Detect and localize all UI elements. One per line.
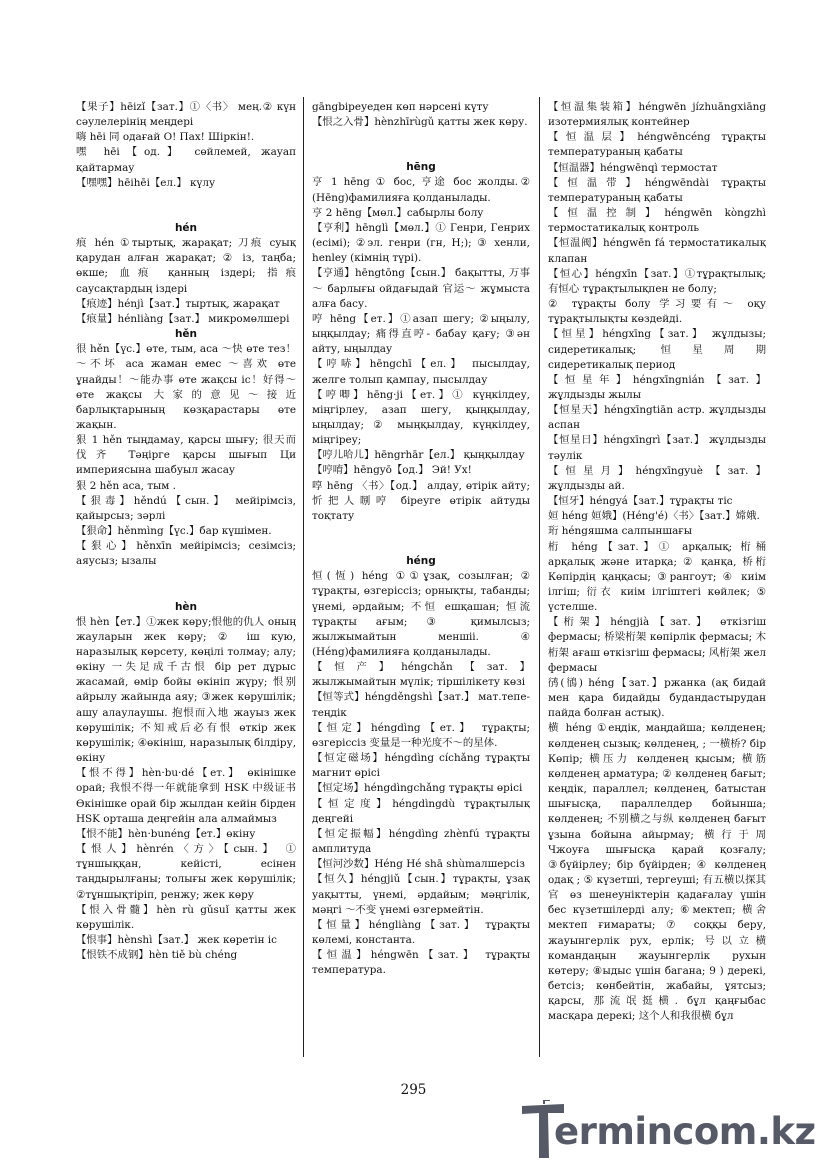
- dictionary-entry: 【桁架】héngjià【зат.】 өткізгіш фермасы; 桥梁桁架 көпірлік фермасы; 木桁架 ағаш өткізгіш фермасы; 风桁架 жел фермасы: [548, 616, 766, 674]
- dictionary-entry: 嘿 hēi【од.】 сөйлемей, жауап қайтармау: [76, 146, 296, 174]
- dictionary-entry: 姮 héng 姮娥】(Héng'é)〈书〉【зат.】嫦娥.: [548, 510, 760, 523]
- dictionary-entry: 恒(恆) héng ①①ұзақ, созылған; ② тұрақты, өзгеріссіз; орнықты, табанды; үнемі, әрдайым; 不恒 ешқашан; 恒流 тұрақты ағым; ③ қимылсыз; жылжымайтын меншіі. ④ (Héng)фамилияға қолданылады.: [312, 570, 530, 658]
- section-heading: hēng: [406, 161, 436, 174]
- dictionary-entry: 【果子】hēizǐ【зат.】①〈书〉 мең.② күн сәулелерінің меңдері: [76, 101, 296, 129]
- dictionary-entry: 【哼唧】hēng·ji【ет.】① күңкілдеу, міңгірлеу, азап шегу, қыңқылдау, ыңылдау; ② мыңқылдау, күңкілдеу, міңгіреу;: [312, 388, 530, 447]
- dictionary-entry: 【恒温控制】héngwēn kòngzhì термостатикалық контроль: [548, 207, 766, 235]
- logo-text: ermincom.kz: [554, 1110, 816, 1153]
- dictionary-entry: gāngbiреуеден көп нәрсені күту: [312, 101, 489, 113]
- dictionary-entry: 横 héng ①еңдік, маңдайша; көлденең; көлденең сызық; көлденең, ; 一横桥? бір Көпір; 横压力 көлденең қысым; 横筋 көлденең арматура; ② көлденең бағыт; кеңдік, параллел; көлденең, батыстан шығысқа, параллелдер бойынша; көлденең; 不别横之与纵 көлденең бағыт ұзына бойына айырмау; 横行于周 Чжоуға шығысқа қарай қозғалу; ③бүйірлеу; бір бүйірден; ④ көлденең одақ ; ⑤ күзетші, тергеуші; 有五横以探其官 өз шенеуніктерін қадағалау үшін бес күзетшілерді алу; ⑥мектеп; 横舍 мектеп ғимараты; ⑦ соққы беру, жауынгерлік рух, ерлік; 号以立横 командаңын жауынгерлік рухын көтеру; ⑧ыдыс үшін багана; 9 ) дерекі, бетсіз; көнбейтін, жабайы, ұятсыз; қарсы, 那流氓挺横. бұл қаңғыбас масқара дерекі; 这个人和我很横 бұл: [548, 722, 766, 1023]
- dictionary-entry: 【痕迹】hénjì【зат.】тыртық, жарақат: [76, 297, 280, 310]
- dictionary-entry: 【恒久】héngjiǔ【сын.】тұрақты, ұзақ уақытты, үнемі, әрдайым; мәңгілік, мәңгі ～不变 үнемі өзгермейтін.: [312, 873, 530, 916]
- dictionary-entry: 【哼唷】hēngyō【од.】 Эй! Ух!: [312, 464, 472, 477]
- dictionary-entry: ② тұрақты болу 学习要有～ оқу тұрақтылықты көздейді.: [548, 298, 766, 326]
- dictionary-entry: 【恒星】héngxīng【зат.】 жұлдызы; сидеретикалық; 恒星周期 сидеретикалық период: [548, 328, 766, 371]
- dictionary-entry: 【哼哧】hēngchī【ел.】 пысылдау, желге толып қампау, пысылдау: [312, 358, 530, 386]
- section-heading: hén: [174, 221, 198, 234]
- dictionary-entry: 桁 héng【зат.】① арқалық; 桁桶 арқалық және итарқа; ② қанқа, 桥桁 Көпірдің қаңқасы; ③рангоут; ④ киім ілгіш; 衍衣 киім ілгіштегі көйлек; ⑤ үстелше.: [548, 540, 766, 614]
- column-left: [76, 100, 296, 1060]
- section-spacer: [76, 191, 296, 221]
- dictionary-entry: 【恨事】hènshì【зат.】 жек көретін іс: [76, 933, 277, 946]
- dictionary-entry: 鸻(鴴) héng【зат.】ржанка (ақ бидай мен қара бидайды будандастырудан пайда болған астық).: [548, 676, 766, 720]
- dictionary-entry: 【恒温层】héngwēncéng тұрақты температураның қабаты: [548, 131, 766, 159]
- dictionary-entry: 【狠毒】hěndú【сын.】 мейірімсіз, қайырсыз; зәрлі: [76, 494, 296, 522]
- dictionary-entry: 嗨 hēi 同 одағай О! Пах! Шіркін!.: [76, 131, 255, 144]
- dictionary-entry: 亨 1 hēng ① бос, 亨途 бос жолды.② (Hēng)фамилияға қолданылады.: [312, 176, 530, 204]
- dictionary-entry: 【恒温集装箱】héngwēn jízhuāngxiāng изотермиялық контейнер: [548, 101, 766, 129]
- section-spacer: [312, 130, 530, 160]
- dictionary-entry: 【恨铁不成钢】hèn tiě bù chéng: [76, 949, 238, 962]
- dictionary-entry: 【狠心】hěnxīn мейірімсіз; сезімсіз; аяусыз; ызалы: [76, 540, 296, 568]
- section-heading: hěn: [174, 328, 198, 341]
- dictionary-entry: 【恨人】hènrén〈方〉【сын.】 ① тұншыққан, кейісті, есінен таңдырылғаны; толығы жек көрушілік; ②тұншықтіріп, ренжу; жек көру: [76, 843, 296, 901]
- dictionary-entry: 【恒定振幅】héngdìng zhènfú тұрақты амплитуда: [312, 827, 530, 856]
- dictionary-entry: 【恒河沙数】Héng Hé shā shùmалшерсіз: [312, 858, 525, 871]
- dictionary-entry: 【恒星日】héngxīngrì【зат.】 жұлдызды тәулік: [548, 434, 766, 462]
- dictionary-entry: 亨 2 hēng【мөл.】сабырлы болу: [312, 206, 484, 219]
- section-spacer: [76, 570, 296, 600]
- dictionary-entry: 【恒定度】héngdìngdù тұрақтылық деңгейі: [312, 797, 530, 825]
- dictionary-entry: 【恒温】héngwēn【зат.】 тұрақты температура.: [312, 949, 530, 977]
- dictionary-entry: 【恒温带】héngwēndài тұрақты температураның қабаты: [548, 176, 766, 204]
- column-divider: [539, 97, 540, 1057]
- dictionary-entry: 【恨不能】hèn·bunéng【ет.】өкіну: [76, 827, 256, 840]
- dictionary-entry: 很 hěn【үс.】өте, тым, аса ～快 өте тез！～不坏 аса жаман емес ～喜欢 өте ұнайды！～能办事 өте жақсы іс！好得～ өте жақсы 大家的意见～接近 барлықтарының көзқарастары өте жақын.: [76, 343, 296, 431]
- dictionary-entry: 狠 2 hěn аса, тым .: [76, 479, 176, 492]
- column-right: [548, 100, 766, 1060]
- dictionary-entry: 啍 hēng 〈书〉【од.】 алдау, өтірік айту; 忻把人哵哼 біреуге өтірік айтуды тоқтату: [312, 479, 530, 522]
- dictionary-entry: 【恒定磁场】héngdìng cíchǎng тұрақты магнит өрісі: [312, 752, 530, 780]
- dictionary-entry: 【恒星天】héngxīngtiān астр. жұлдызды аспан: [548, 404, 766, 432]
- dictionary-entry: 【恨之入骨】hènzhīrùgǔ қатты жек көру.: [312, 116, 528, 129]
- dictionary-entry: 狠 1 hěn тыңдамау, қарсы шығу; 很天而伐齐 Тәңірге қарсы шығып Ци империясына шабуыл жасау: [76, 434, 296, 477]
- dictionary-entry: 【亨通】hēngtōng【сын.】 бақытты, 万事～ барлығы ойдағыдай 官运～ жұмыста алға басу.: [312, 267, 530, 310]
- column-divider: [303, 97, 304, 1057]
- dictionary-entry: 【恒星年】héngxīngnián【зат.】 жұлдызды жылы: [548, 373, 766, 401]
- dictionary-entry: 【狠命】hěnmìng【үс.】бар күшімен.: [76, 525, 272, 538]
- dictionary-entry: 【恒牙】héngyá【зат.】тұрақты тіс: [548, 495, 733, 508]
- dictionary-entry: 【恨不得】hèn·bu·dé【ет.】 өкінішке орай; 我恨不得一年就能拿到 HSK 中级证书 Өкінішке орай бір жылдан кейін бірден HSK орташа деңгейін ала алмаймыз: [76, 767, 296, 825]
- column-middle: [312, 100, 530, 1060]
- dictionary-entry: 【恒心】héngxīn【зат.】①тұрақтылық; 有恒心 тұрақтылықпен не болу;: [548, 267, 766, 295]
- dictionary-entry: 【恨入骨髓】hèn rù gǔsuǐ қатты жек көрушілік.: [76, 903, 296, 931]
- dictionary-entry: 【恒定场】héngdìngchǎng тұрақты өрісі: [312, 782, 523, 795]
- dictionary-entry: 【恒产】héngchǎn【зат.】 жылжымайтын мүлік; тіршілікету көзі: [312, 661, 530, 689]
- dictionary-entry: 【亨利】hēnglì【мөл.】① Генри, Генрих (есімі); ②эл. генри (гн, H;); ③ хенли, henley (кімнің түрі).: [312, 221, 530, 265]
- section-heading: héng: [406, 555, 436, 568]
- dictionary-entry: 珩 héngяшма салпыншағы: [548, 525, 692, 538]
- section-heading: hèn: [174, 600, 198, 613]
- dictionary-entry: 【恒等式】héngděngshì【зат.】 мат.тепе-теңдік: [312, 691, 530, 719]
- site-logo[interactable]: [520, 1098, 820, 1164]
- dictionary-entry: 【恒定】héngdìng【ет.】 тұрақты; өзгеріссіз 变量是一种光度不～的星体.: [312, 721, 530, 749]
- dictionary-entry: 【恒星月】héngxīngyuè【зат.】 жұлдызды ай.: [548, 464, 766, 492]
- section-spacer: [312, 524, 530, 554]
- dictionary-entry: 恨 hèn【ет.】①жек көру;恨他的仇人 оның жауларын жек көру; ② іш кую, наразылық көрсету, көңілі толмау; алу; өкіну 一失足成千古恨 бір рет дұрыс жасамай, өмір бойы өкініп жүру; 恨别 айрылу жайында аяу; ③жек көрушілік; ашу алаулаушы. 抱恨而入地 жауыз жек көрушілік; 不知戒后必有恨 өткір жек көрушілік; ④өкініш, наразылық білдіру, өкіну: [76, 615, 296, 765]
- dictionary-entry: 哼 hēng【ет.】①азап шегу; ②ыңылу, ыңқылдау; 痛得直哼- бабау қағу; ③ән айту, ыңылдау: [312, 312, 530, 356]
- dictionary-entry: 【恒量】héngliàng【зат.】 тұрақты көлемі, константа.: [312, 918, 530, 946]
- page-number: 295: [400, 1082, 427, 1098]
- dictionary-entry: 【哼儿哈儿】hēngrhār【ел.】 қыңқылдау: [312, 449, 525, 462]
- dictionary-entry: 【恒温阀】héngwēn fá термостатикалық клапан: [548, 237, 766, 265]
- dictionary-entry: 【恒温器】héngwēnqì термостат: [548, 161, 718, 174]
- dictionary-entry: 【嘿嘿】hēihēi【ел.】 күлу: [76, 176, 216, 189]
- dictionary-entry: 痕 hén ①тыртық, жарақат; 刀痕 суық қарудан алған жарақат; ② із, таңба; өкше; 血痕 қанның іздері; 指痕 саусақтардың іздері: [76, 237, 296, 295]
- dictionary-entry: 【痕量】hénliàng【зат.】 микромөлшері: [76, 312, 290, 325]
